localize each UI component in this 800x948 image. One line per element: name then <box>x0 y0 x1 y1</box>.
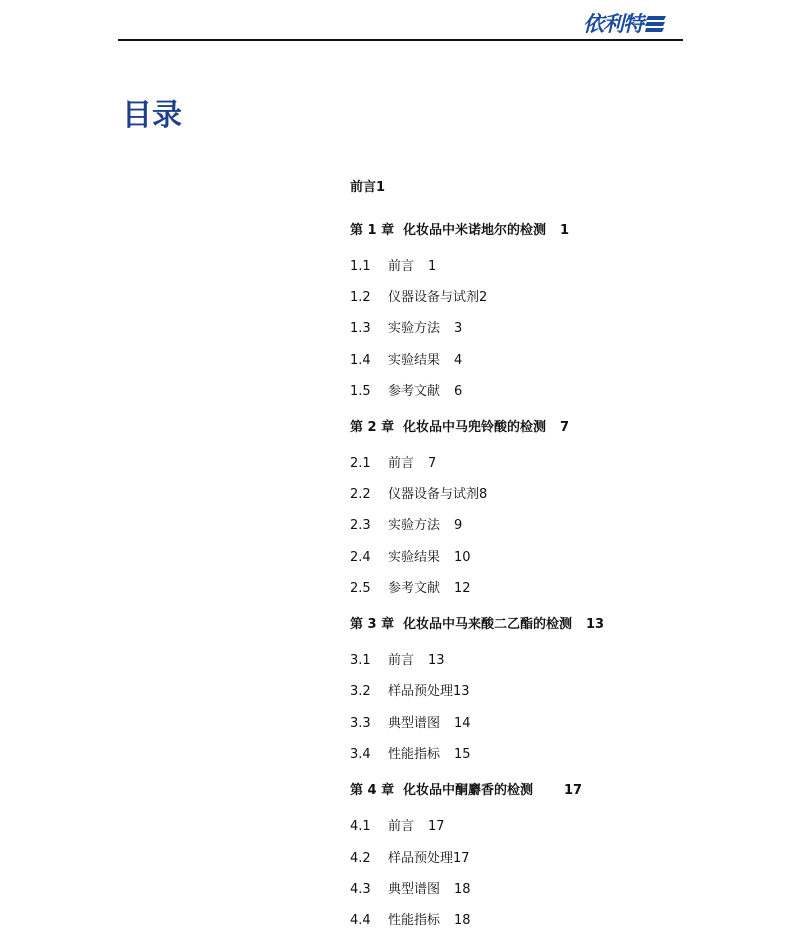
section-page: 2 <box>479 290 488 305</box>
toc-section[interactable] <box>350 319 462 339</box>
chapter-page: 7 <box>560 420 570 435</box>
chapter-title: 化妆品中马兜铃酸的检测 <box>403 420 547 435</box>
section-number: 1.1 <box>350 259 371 274</box>
toc-section[interactable] <box>350 682 470 702</box>
toc-section[interactable] <box>350 849 470 869</box>
section-number: 1.5 <box>350 384 371 399</box>
toc-section[interactable] <box>350 454 436 474</box>
toc-section[interactable] <box>350 548 471 568</box>
logo-text: 依利特 <box>583 12 643 36</box>
section-number: 1.2 <box>350 290 371 305</box>
section-title: 实验结果 <box>388 353 441 368</box>
chapter-label: 第 4 章 <box>350 783 395 798</box>
section-title: 前言 <box>388 456 415 471</box>
section-number: 3.2 <box>350 684 371 699</box>
section-number: 4.3 <box>350 882 371 897</box>
chapter-title: 化妆品中米诺地尔的检测 <box>403 223 547 238</box>
section-page: 1 <box>428 259 437 274</box>
chapter-label: 第 2 章 <box>350 420 395 435</box>
preface-page: 1 <box>376 180 386 195</box>
section-number: 2.4 <box>350 550 371 565</box>
toc-chapter[interactable] <box>350 615 604 635</box>
chapter-page: 13 <box>586 617 605 632</box>
section-title: 前言 <box>388 653 415 668</box>
chapter-label: 第 1 章 <box>350 223 395 238</box>
section-page: 13 <box>453 684 470 699</box>
section-title: 实验结果 <box>388 550 441 565</box>
toc-section[interactable] <box>350 288 487 308</box>
toc-section[interactable] <box>350 714 471 734</box>
section-title: 参考文献 <box>388 581 441 596</box>
toc-chapter[interactable] <box>350 781 582 801</box>
section-page: 15 <box>454 747 471 762</box>
section-title: 典型谱图 <box>388 882 441 897</box>
toc-section[interactable] <box>350 880 471 900</box>
section-page: 7 <box>428 456 437 471</box>
preface-label: 前言 <box>350 180 377 195</box>
chapter-title: 化妆品中马来酸二乙酯的检测 <box>403 617 573 632</box>
section-number: 2.3 <box>350 518 371 533</box>
toc-chapter[interactable] <box>350 221 569 241</box>
toc-section[interactable] <box>350 257 436 277</box>
toc-section[interactable] <box>350 485 487 505</box>
chapter-page: 17 <box>564 783 583 798</box>
toc-chapter[interactable] <box>350 418 569 438</box>
section-page: 8 <box>479 487 488 502</box>
section-page: 18 <box>454 913 471 928</box>
page-title: 目录 <box>122 98 182 133</box>
section-title: 性能指标 <box>388 913 441 928</box>
section-page: 17 <box>453 851 470 866</box>
section-title: 参考文献 <box>388 384 441 399</box>
section-page: 13 <box>428 653 445 668</box>
section-page: 4 <box>454 353 463 368</box>
section-page: 17 <box>428 819 445 834</box>
section-number: 3.4 <box>350 747 371 762</box>
section-title: 实验方法 <box>388 518 441 533</box>
toc-section[interactable] <box>350 516 462 536</box>
section-number: 3.3 <box>350 716 371 731</box>
section-number: 2.5 <box>350 581 371 596</box>
toc-section[interactable] <box>350 351 462 371</box>
section-page: 9 <box>454 518 463 533</box>
toc-section[interactable] <box>350 382 462 402</box>
chapter-page: 1 <box>560 223 570 238</box>
section-number: 2.2 <box>350 487 371 502</box>
toc-section[interactable] <box>350 745 471 765</box>
toc-section[interactable] <box>350 817 445 837</box>
section-number: 1.4 <box>350 353 371 368</box>
section-title: 样品预处理 <box>388 684 454 699</box>
toc-section[interactable] <box>350 651 445 671</box>
section-number: 2.1 <box>350 456 371 471</box>
section-page: 18 <box>454 882 471 897</box>
section-title: 样品预处理 <box>388 851 454 866</box>
section-page: 12 <box>454 581 471 596</box>
section-title: 前言 <box>388 819 415 834</box>
section-title: 典型谱图 <box>388 716 441 731</box>
chapter-label: 第 3 章 <box>350 617 395 632</box>
section-page: 6 <box>454 384 463 399</box>
section-number: 4.2 <box>350 851 371 866</box>
section-page: 3 <box>454 321 463 336</box>
toc-preface[interactable] <box>350 178 385 198</box>
section-page: 14 <box>454 716 471 731</box>
toc-section[interactable] <box>350 911 471 931</box>
section-page: 10 <box>454 550 471 565</box>
toc-section[interactable] <box>350 579 471 599</box>
section-number: 4.4 <box>350 913 371 928</box>
section-number: 4.1 <box>350 819 371 834</box>
section-title: 实验方法 <box>388 321 441 336</box>
section-title: 仪器设备与试剂 <box>388 290 480 305</box>
section-title: 性能指标 <box>388 747 441 762</box>
section-title: 仪器设备与试剂 <box>388 487 480 502</box>
chapter-title: 化妆品中酮麝香的检测 <box>403 783 534 798</box>
section-number: 3.1 <box>350 653 371 668</box>
section-title: 前言 <box>388 259 415 274</box>
section-number: 1.3 <box>350 321 371 336</box>
